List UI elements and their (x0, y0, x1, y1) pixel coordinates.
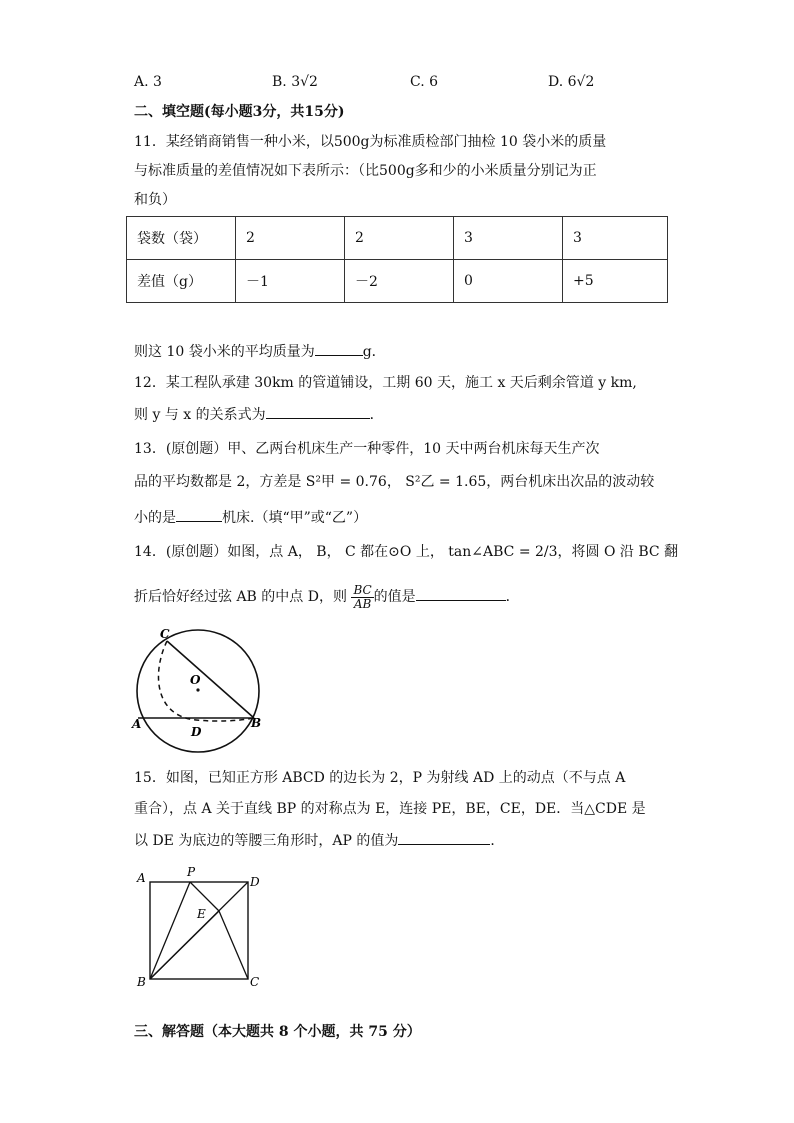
q11-answer-suffix: g． (362, 344, 386, 360)
q13-line1: 13．(原创题）甲、乙两台机床生产一种零件，10 天中两台机床每天生产次 (134, 441, 600, 457)
table-cell: 3 (563, 217, 668, 260)
q14-fraction-numerator: BC (353, 582, 372, 597)
table-cell: 3 (454, 217, 563, 260)
label-o: O (190, 673, 201, 687)
section-heading-solutions: 三、解答题（本大题共 8 个小题，共 75 分） (134, 1024, 421, 1040)
table-row (127, 217, 668, 260)
label-p: P (187, 865, 196, 879)
q11-answer-line (134, 341, 386, 362)
label-b: B (251, 716, 262, 730)
label-d: D (191, 725, 202, 739)
q11-line3: 和负） (134, 192, 176, 208)
q14-circle-figure (128, 624, 268, 754)
q14-line2-mid: 的值是 (373, 589, 416, 605)
q15-line3-prefix: 以 DE 为底边的等腰三角形时，AP 的值为 (134, 833, 399, 849)
table-cell: 0 (454, 260, 563, 303)
q15-answer-blank (398, 830, 490, 845)
q14-fraction-denominator: AB (353, 596, 372, 611)
q13-line3 (134, 507, 367, 528)
q13-line3-suffix: 机床.（填“甲”或“乙”） (222, 510, 368, 526)
q11-answer-blank (315, 341, 363, 356)
label-e: E (197, 907, 206, 921)
q12-line2-prefix: 则 y 与 x 的关系式为 (134, 407, 266, 423)
section-heading-fill-blank: 二、填空题(每小题3分，共15分) (134, 104, 345, 120)
q15-line3 (134, 830, 504, 851)
q12-line2-suffix: ． (369, 407, 384, 423)
option-a: A. 3 (134, 74, 162, 90)
label-a: A (132, 717, 142, 731)
q12-line2 (134, 404, 384, 425)
q13-answer-blank (176, 507, 222, 522)
q13-line3-prefix: 小的是 (134, 510, 176, 526)
segment-ce (219, 911, 248, 979)
folded-arc (158, 641, 254, 721)
segment-bp (150, 882, 190, 979)
q15-square-figure (128, 862, 278, 994)
q11-table (126, 216, 668, 303)
label-a: A (137, 871, 146, 885)
q11-answer-prefix: 则这 10 袋小米的平均质量为 (134, 344, 315, 360)
q14-fraction (351, 584, 373, 611)
label-b: B (137, 975, 146, 989)
label-c: C (160, 627, 170, 641)
q14-line2 (134, 577, 520, 617)
option-c: C. 6 (410, 74, 439, 90)
q12-answer-blank (266, 404, 370, 419)
table-cell: －2 (345, 260, 454, 303)
q15-line1: 15．如图，已知正方形 ABCD 的边长为 2，P 为射线 AD 上的动点（不与点 A (134, 770, 626, 786)
q14-line2-suffix: ． (505, 589, 520, 605)
label-d: D (250, 875, 260, 889)
chord-bc (167, 641, 254, 718)
table-cell: 差值（g） (127, 260, 236, 303)
q15-line2: 重合），点 A 关于直线 BP 的对称点为 E，连接 PE，BE，CE，DE．当△CDE 是 (134, 801, 646, 817)
q15-line3-suffix: ． (490, 833, 505, 849)
table-cell: －1 (236, 260, 345, 303)
table-row (127, 260, 668, 303)
q12-line1: 12．某工程队承建 30km 的管道铺设，工期 60 天，施工 x 天后剩余管道 y km, (134, 375, 637, 391)
table-cell: +5 (563, 260, 668, 303)
q11-line1: 11．某经销商销售一种小米，以500g为标准质检部门抽检 10 袋小米的质量 (134, 134, 607, 150)
q13-line2: 品的平均数都是 2，方差是 S²甲 = 0.76， S²乙 = 1.65，两台机床出次品的波动较 (134, 474, 655, 490)
center-point (196, 688, 199, 691)
option-b: B. 3√2 (272, 74, 318, 90)
table-cell: 袋数（袋） (127, 217, 236, 260)
segment-be (150, 911, 219, 979)
q14-line1: 14．(原创题）如图，点 A， B， C 都在⊙O 上， tan∠ABC = 2/3，将圆 O 沿 BC 翻 (134, 544, 679, 560)
q11-line2: 与标准质量的差值情况如下表所示：（比500g多和少的小米质量分别记为正 (134, 163, 597, 179)
label-c: C (250, 975, 260, 989)
table-cell: 2 (236, 217, 345, 260)
option-d: D. 6√2 (548, 74, 595, 90)
table-cell: 2 (345, 217, 454, 260)
q14-line2-prefix: 折后恰好经过弦 AB 的中点 D，则 (134, 589, 347, 605)
q14-answer-blank (416, 586, 506, 601)
